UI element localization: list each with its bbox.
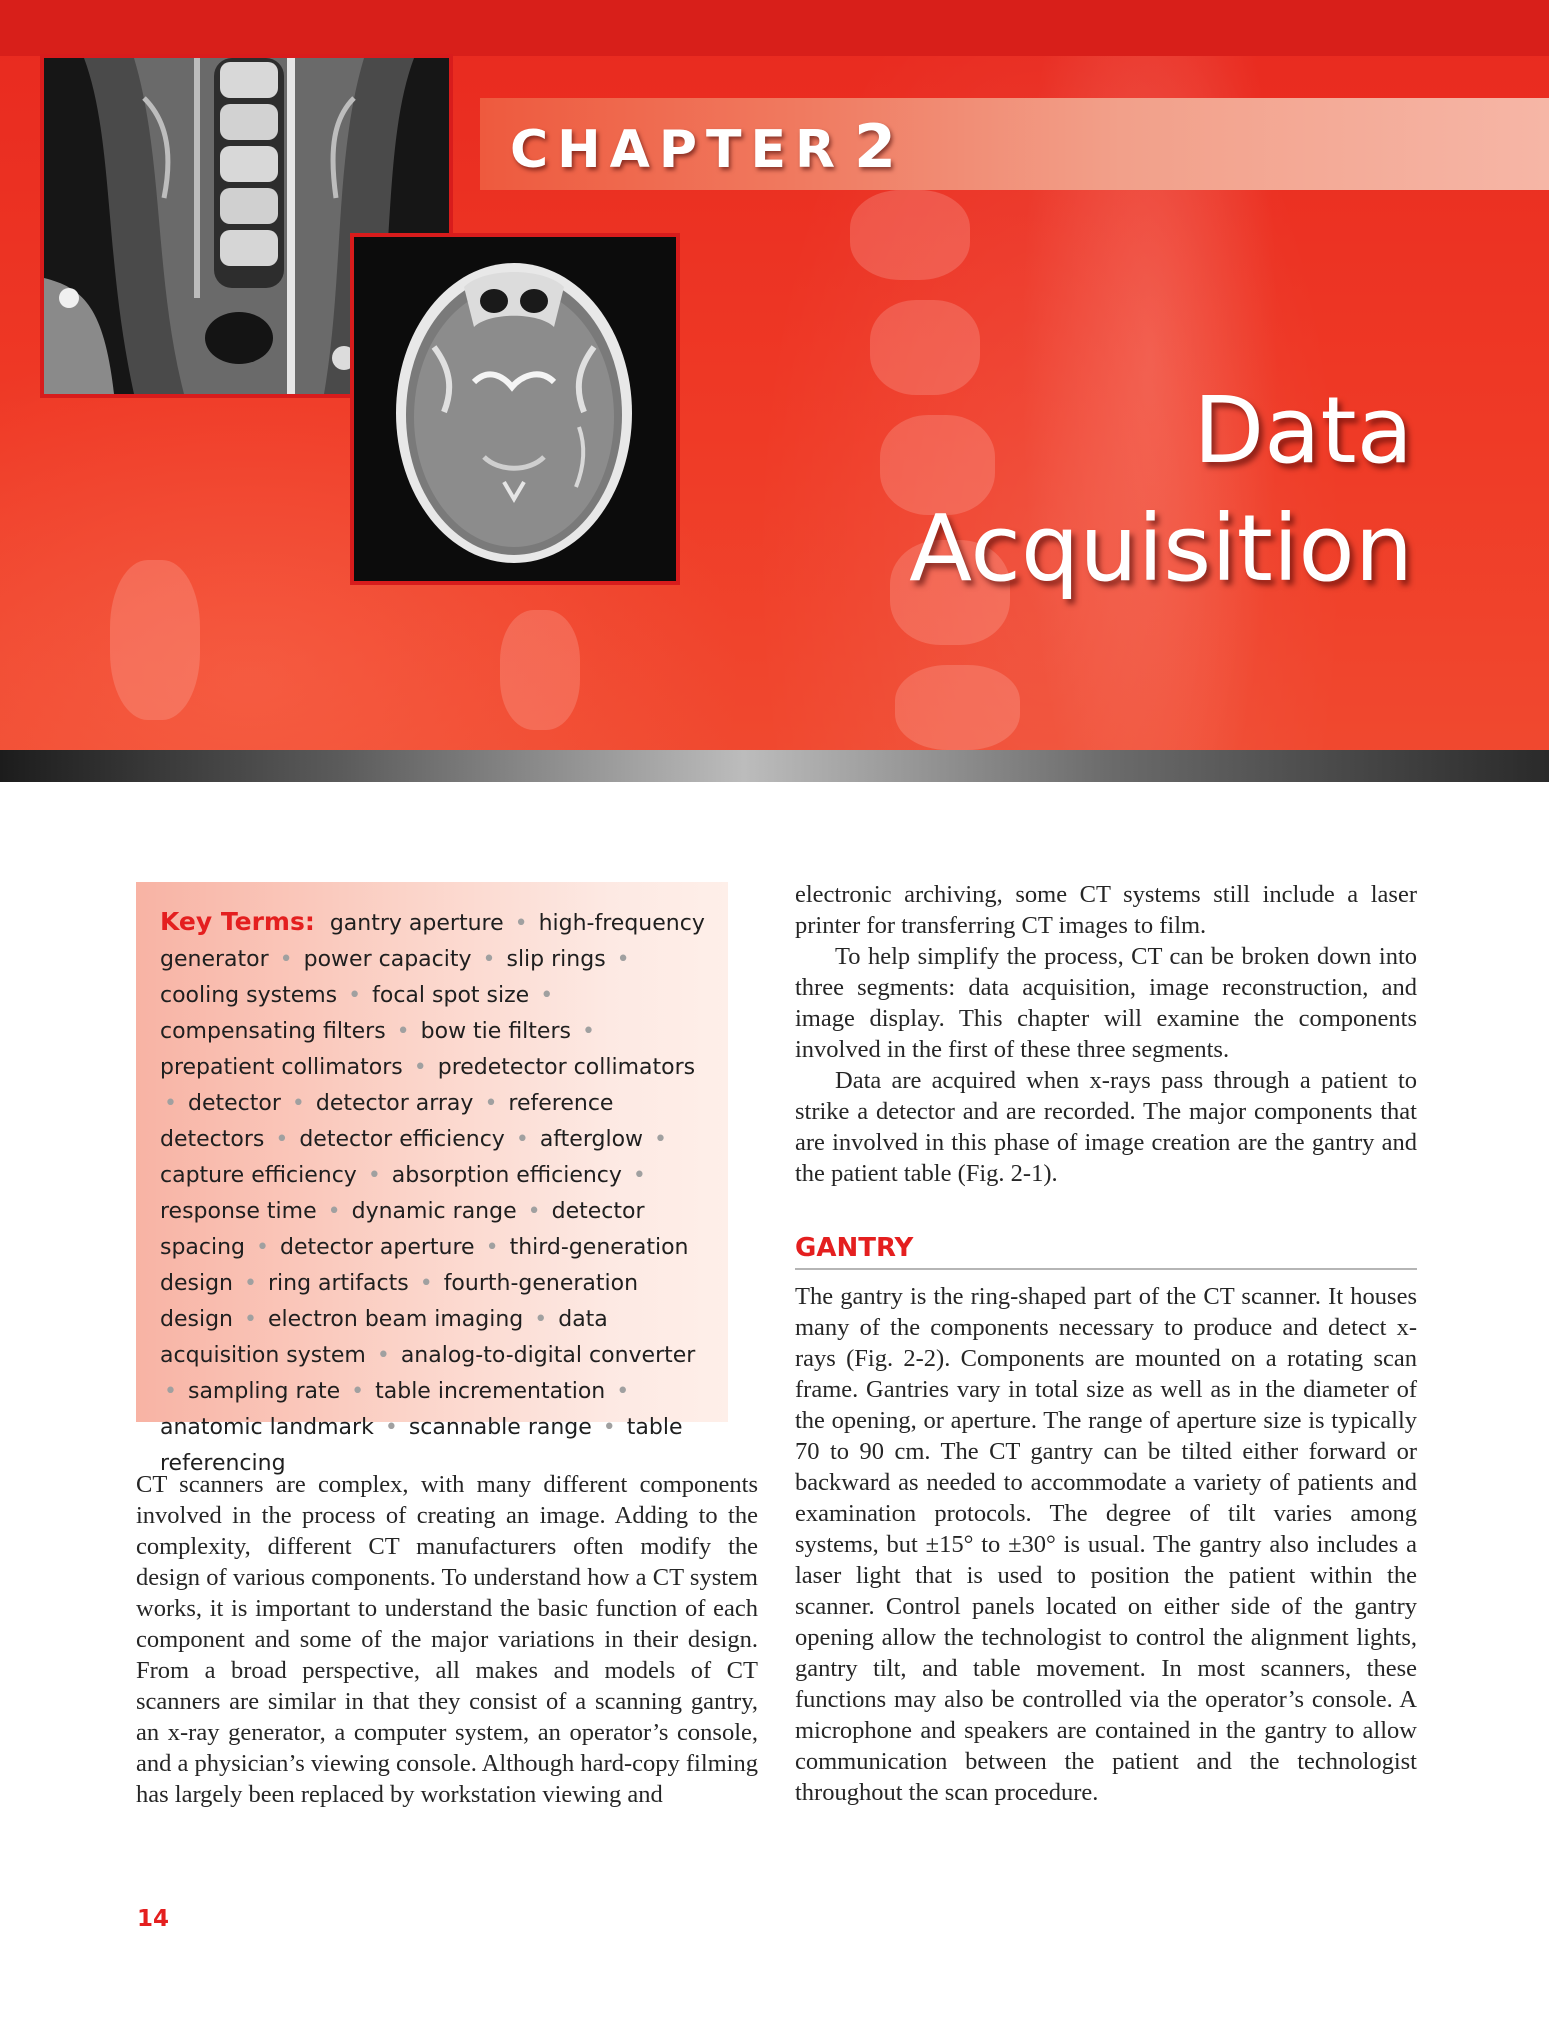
right-column-top (795, 879, 1417, 1189)
key-term: slip rings (506, 947, 606, 972)
key-term: third-generation design (160, 1235, 689, 1296)
key-term: high-frequency generator (160, 911, 705, 972)
page-number: 14 (137, 1906, 170, 1932)
key-term: detector spacing (160, 1199, 645, 1260)
key-terms-heading: Key Terms: (160, 907, 315, 936)
bullet-separator: • (616, 947, 630, 972)
bullet-separator: • (384, 1415, 398, 1440)
key-term: anatomic landmark (160, 1415, 374, 1440)
bullet-separator: • (419, 1271, 433, 1296)
bullet-separator: • (485, 1235, 499, 1260)
right-paragraph-2: To help simplify the process, CT can be broken down into three segments: data acquisition, image reconstruction, and image display. This chapter will examine the components involved in the first of these three segments. (795, 943, 1417, 1063)
key-term: fourth-generation design (160, 1271, 639, 1332)
bullet-separator: • (514, 911, 528, 936)
bullet-separator: • (327, 1199, 341, 1224)
bullet-separator: • (256, 1235, 270, 1260)
background-vertebra (895, 665, 1020, 750)
key-term: dynamic range (351, 1199, 517, 1224)
bullet-separator: • (243, 1271, 257, 1296)
background-bone (110, 560, 200, 720)
background-bone (500, 610, 580, 730)
key-term: prepatient collimators (160, 1055, 403, 1080)
key-term: bow tie filters (420, 1019, 571, 1044)
key-term: sampling rate (187, 1379, 341, 1404)
key-term: scannable range (408, 1415, 592, 1440)
bullet-separator: • (396, 1019, 410, 1044)
bullet-separator: • (164, 1379, 177, 1404)
key-term: detector aperture (280, 1235, 475, 1260)
right-paragraph-3: Data are acquired when x-rays pass through a patient to strike a detector and are recorded. The major components that are involved in this phase of image creation are the gantry and the patient table (Fig. 2-1). (795, 1067, 1417, 1187)
key-term: reference detectors (160, 1091, 614, 1152)
bullet-separator: • (482, 947, 496, 972)
axial-ct-illustration (354, 237, 676, 581)
bullet-separator: • (348, 983, 362, 1008)
key-term: detector efficiency (299, 1127, 505, 1152)
right-column-bottom (795, 1281, 1417, 1808)
bullet-separator: • (164, 1091, 177, 1116)
bullet-separator: • (367, 1163, 381, 1188)
bullet-separator: • (527, 1199, 541, 1224)
right-paragraph-4: The gantry is the ring-shaped part of the CT scanner. It houses many of the components necessary to produce and detect x-rays (Fig. 2-2). Components are mounted on a rotating scan frame. Gantries vary in total size as well as in the diameter of the opening, or aperture. The range of aperture size is typically 70 to 90 cm. The CT gantry can be tilted either forward or backward as needed to accommodate a variety of patients and examination protocols. The degree of tilt varies among systems, but ±15° to ±30° is usual. The gantry also includes a laser light that is used to position the patient within the scanner. Control panels located on either side of the gantry opening allow the technologist to control the alignment lights, gantry tilt, and table movement. In most scanners, these functions may also be controlled via the operator’s console. A microphone and speakers are contained in the gantry to allow communication between the patient and the technologist throughout the scan procedure. (795, 1283, 1417, 1806)
bullet-separator: • (243, 1307, 257, 1332)
key-term: compensating filters (160, 1019, 386, 1044)
chapter-label (510, 112, 896, 182)
key-term: focal spot size (372, 983, 530, 1008)
key-term: data acquisition system (160, 1307, 608, 1368)
bullet-separator: • (484, 1091, 498, 1116)
gantry-section-heading: GANTRY (795, 1232, 1417, 1270)
bullet-separator: • (275, 1127, 289, 1152)
key-term: table incrementation (375, 1379, 606, 1404)
bullet-separator: • (534, 1307, 548, 1332)
bullet-separator: • (279, 947, 293, 972)
bullet-separator: • (654, 1127, 668, 1152)
left-paragraph-1: CT scanners are complex, with many different components involved in the process of creating an image. Adding to the complexity, different CT manufacturers often modify the design of various components. To understand how a CT system works, it is important to understand the basic function of each component and some of the major variations in their design. From a broad perspective, all makes and models of CT scanners are similar in that they consist of a scanning gantry, an x-ray generator, a computer system, an operator’s console, and a physician’s viewing console. Although hard-copy filming has largely been replaced by workstation viewing and (136, 1471, 758, 1808)
chapter-word: CHAPTER (510, 120, 845, 180)
key-term: predetector collimators (437, 1055, 696, 1080)
key-term: table referencing (160, 1415, 683, 1476)
bullet-separator: • (632, 1163, 646, 1188)
key-term: response time (160, 1199, 317, 1224)
bullet-separator: • (413, 1055, 427, 1080)
bullet-separator: • (515, 1127, 529, 1152)
key-term: analog-to-digital converter (400, 1343, 696, 1368)
background-vertebra (850, 190, 970, 280)
chapter-header (0, 0, 1549, 780)
bullet-separator: • (291, 1091, 305, 1116)
chapter-title-line-1: Data (1193, 377, 1413, 484)
right-paragraph-1: electronic archiving, some CT systems still include a laser printer for transferring CT images to film. (795, 881, 1417, 939)
header-top-strip (0, 0, 1549, 56)
key-term: afterglow (539, 1127, 644, 1152)
key-term: gantry aperture (329, 911, 504, 936)
key-term: detector (187, 1091, 281, 1116)
key-term: absorption efficiency (391, 1163, 622, 1188)
key-term: cooling systems (160, 983, 338, 1008)
key-term: detector array (315, 1091, 474, 1116)
bullet-separator: • (351, 1379, 365, 1404)
bullet-separator: • (581, 1019, 595, 1044)
key-term: electron beam imaging (267, 1307, 524, 1332)
axial-ct-image (350, 233, 680, 585)
bullet-separator: • (540, 983, 554, 1008)
bullet-separator: • (616, 1379, 630, 1404)
key-terms-list (160, 911, 705, 1476)
bullet-separator: • (376, 1343, 390, 1368)
chapter-number: 2 (854, 112, 896, 182)
bullet-separator: • (602, 1415, 616, 1440)
key-terms-box (136, 882, 728, 1476)
key-term: capture efficiency (160, 1163, 357, 1188)
key-term: ring artifacts (267, 1271, 409, 1296)
chapter-title (713, 372, 1413, 608)
chapter-title-line-2: Acquisition (909, 495, 1413, 602)
key-term: power capacity (303, 947, 472, 972)
left-column (136, 1469, 758, 1810)
header-divider-bar (0, 750, 1549, 782)
